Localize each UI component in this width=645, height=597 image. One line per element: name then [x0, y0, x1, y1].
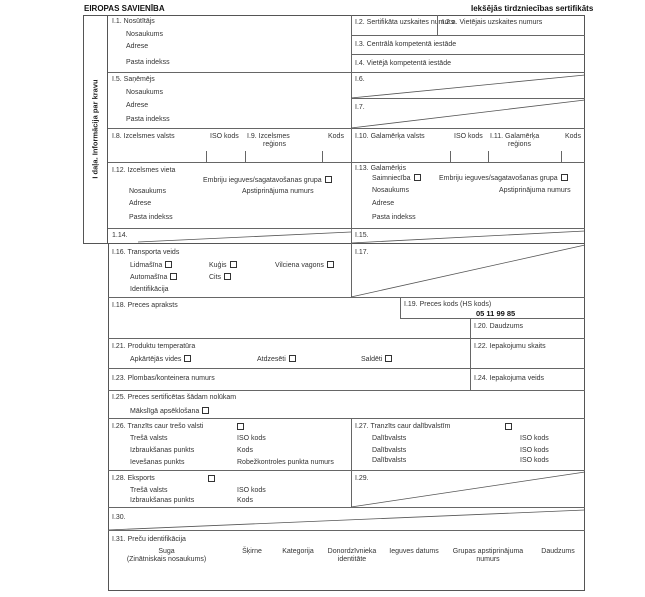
label: I.24. Iepakojuma veids	[474, 375, 545, 382]
label: Nosaukums	[129, 188, 166, 195]
label: I.11. Galamērķa	[490, 133, 540, 140]
label: ISO kods	[210, 133, 239, 140]
field-i2-reference[interactable]	[351, 15, 455, 35]
strike-line	[351, 243, 585, 297]
label: Adrese	[372, 200, 395, 207]
label: ISO kods	[520, 435, 549, 442]
label: I.27. Tranzīts caur dalībvalstīm	[355, 423, 451, 430]
label: ISO kods	[237, 435, 266, 442]
divider	[206, 151, 207, 162]
ambient-option[interactable]	[130, 355, 191, 364]
label: I.13. Galamērķis	[355, 165, 406, 172]
label: I.18. Preces apraksts	[112, 302, 178, 309]
label: Pasta indekss	[126, 59, 170, 66]
label: Trešā valsts	[130, 487, 168, 494]
rail-option[interactable]	[275, 261, 334, 270]
strike-line	[108, 228, 351, 243]
holding-checkbox[interactable]	[414, 174, 421, 181]
label: Adrese	[129, 200, 152, 207]
label: I.31. Preču identifikācija	[112, 536, 186, 543]
label: Vilciena vagons	[275, 262, 324, 269]
export-checkbox[interactable]	[208, 475, 215, 482]
label: reģions	[263, 141, 286, 148]
road-option[interactable]	[130, 273, 177, 282]
label: I.3. Centrālā kompetentā iestāde	[355, 41, 457, 48]
field-i22-packages[interactable]	[470, 338, 585, 368]
label: I.4. Vietējā kompetentā iestāde	[355, 60, 451, 67]
divider	[450, 151, 451, 162]
embryo-group-checkbox[interactable]	[325, 176, 332, 183]
label: Saldēti	[361, 356, 383, 363]
transit-member-states-checkbox[interactable]	[505, 423, 512, 430]
label: I.20. Daudzums	[474, 323, 524, 330]
label: Nosaukums	[126, 89, 163, 96]
label: I.30.	[112, 514, 126, 521]
label: Saimniecība	[372, 175, 411, 182]
frozen-checkbox[interactable]	[385, 355, 392, 362]
label: I.12. Izcelsmes vieta	[112, 167, 176, 174]
strike-line	[108, 507, 585, 530]
label: Adrese	[126, 43, 149, 50]
field-i24-package-type[interactable]	[470, 368, 585, 390]
strike-line	[351, 228, 585, 243]
label: Kods	[237, 447, 253, 454]
label: I.28. Eksports	[112, 475, 155, 482]
column-header-quantity: Daudzums	[541, 548, 575, 555]
label: Pasta indekss	[126, 116, 170, 123]
label: Lidmašīna	[130, 262, 163, 269]
label: Ievešanas punkts	[130, 459, 185, 466]
label: ISO kods	[520, 457, 549, 464]
field-i11-region-of-destination[interactable]	[488, 128, 585, 162]
plane-checkbox[interactable]	[165, 261, 172, 268]
label: I.2. Sertifikāta uzskaites numurs	[355, 19, 455, 26]
rail-checkbox[interactable]	[327, 261, 334, 268]
label: 1.14.	[112, 232, 128, 239]
road-checkbox[interactable]	[170, 273, 177, 280]
label: Pasta indekss	[129, 214, 173, 221]
label: Identifikācija	[130, 286, 169, 293]
label: Automašīna	[130, 274, 168, 281]
ambient-checkbox[interactable]	[184, 355, 191, 362]
plane-option[interactable]	[130, 261, 172, 270]
label: Izbraukšanas punkts	[130, 497, 195, 504]
label: reģions	[508, 141, 531, 148]
label: Embriju ieguves/sagatavošanas grupa	[439, 175, 558, 182]
label: Adrese	[126, 102, 149, 109]
header-eu-title: EIROPAS SAVIENĪBA	[84, 4, 165, 13]
transit-third-country-checkbox[interactable]	[237, 423, 244, 430]
label: I.25. Preces sertificētas šādam nolūkam	[112, 394, 237, 401]
label: Dalībvalsts	[372, 457, 407, 464]
other-option[interactable]	[209, 273, 231, 282]
label: Kuģis	[209, 262, 227, 269]
label: Kods	[237, 497, 253, 504]
label: I.2.a. Vietējais uzskaites numurs	[442, 19, 543, 26]
label: Dalībvalsts	[372, 447, 407, 454]
label: I.8. Izcelsmes valsts	[112, 133, 175, 140]
chilled-option[interactable]	[257, 355, 296, 364]
label: Nosaukums	[126, 31, 163, 38]
label: Kods	[565, 133, 581, 140]
label: Nosaukums	[372, 187, 409, 194]
column-header-breed: Šķirne	[242, 548, 262, 555]
label: Cits	[209, 274, 222, 281]
field-i13-place-of-destination[interactable]	[351, 162, 585, 228]
field-i16-transport[interactable]	[108, 243, 351, 297]
strike-line	[351, 98, 585, 128]
label: I.21. Produktu temperatūra	[112, 343, 196, 350]
label: Dalībvalsts	[372, 435, 407, 442]
field-i26-third-country-transit[interactable]	[108, 418, 351, 470]
label: I.23. Plombas/konteinera numurs	[112, 375, 215, 382]
field-i5-consignee[interactable]	[108, 72, 351, 128]
label: Apstiprinājuma numurs	[499, 187, 571, 194]
label: Trešā valsts	[130, 435, 168, 442]
side-label: I daļa. Informācija par kravu	[90, 79, 100, 179]
field-i20-quantity[interactable]	[470, 318, 585, 338]
field-i23-seal[interactable]	[108, 368, 470, 390]
field-i31-identification[interactable]	[108, 530, 585, 591]
field-i4-local-authority[interactable]	[351, 54, 585, 72]
column-header-donor-identity: Donordzīvnieka identitāte	[327, 548, 377, 563]
label: ISO kods	[520, 447, 549, 454]
other-checkbox[interactable]	[224, 273, 231, 280]
label: Mākslīgā apsēklošana	[130, 408, 200, 415]
field-i8-country-of-origin[interactable]	[108, 128, 242, 162]
side-label-column	[83, 15, 108, 243]
embryo-group-checkbox[interactable]	[561, 174, 568, 181]
label: Pasta indekss	[372, 214, 416, 221]
label: ISO kods	[237, 487, 266, 494]
label: Atdzesēti	[257, 356, 286, 363]
frozen-option[interactable]	[361, 355, 392, 364]
divider	[322, 151, 323, 162]
field-i3-central-authority[interactable]	[351, 35, 585, 54]
field-i9-region-of-origin[interactable]	[245, 128, 351, 162]
column-header-species: Suga (Zinātniskais nosaukums)	[126, 548, 207, 563]
label: I.26. Tranzīts caur trešo valsti	[112, 423, 204, 430]
embryo-group-option[interactable]	[439, 174, 568, 183]
ship-option[interactable]	[209, 261, 237, 270]
label: Izbraukšanas punkts	[130, 447, 195, 454]
ship-checkbox[interactable]	[230, 261, 237, 268]
field-i21-temperature[interactable]	[108, 338, 470, 368]
field-i2a-local-reference[interactable]	[438, 15, 585, 35]
label: Apstiprinājuma numurs	[242, 188, 314, 195]
field-i28-export[interactable]	[108, 470, 351, 507]
divider	[561, 151, 562, 162]
label: I.1. Nosūtītājs	[112, 18, 155, 25]
ai-option[interactable]	[130, 407, 209, 416]
label: Kods	[328, 133, 344, 140]
label: I.17.	[355, 249, 369, 256]
column-header-approval-number: Grupas apstiprinājuma numurs	[452, 548, 524, 563]
label: I.15.	[355, 232, 369, 239]
strike-line	[351, 470, 585, 507]
chilled-checkbox[interactable]	[289, 355, 296, 362]
label: ISO kods	[454, 133, 483, 140]
field-i10-country-of-destination[interactable]	[351, 128, 483, 162]
field-i1-consignor[interactable]	[108, 15, 351, 72]
ai-checkbox[interactable]	[202, 407, 209, 414]
label: Apkārtējās vides	[130, 356, 182, 363]
field-i12-place-of-origin[interactable]	[108, 162, 351, 228]
label: I.16. Transporta veids	[112, 249, 180, 256]
field-i18-description[interactable]	[108, 297, 400, 338]
strike-line	[351, 72, 585, 98]
label: Robežkontroles punkta numurs	[237, 459, 334, 466]
column-header-collection-date: Ieguves datums	[389, 548, 439, 555]
commodity-code-value: 05 11 99 85	[476, 309, 516, 318]
label: I.7.	[355, 104, 365, 111]
label: I.29.	[355, 475, 369, 482]
holding-option[interactable]	[372, 174, 421, 183]
label: I.6.	[355, 76, 365, 83]
field-i19-commodity-code[interactable]	[400, 297, 585, 318]
column-header-category: Kategorija	[282, 548, 314, 555]
label: I.22. Iepakojumu skaits	[474, 343, 546, 350]
embryo-group-option[interactable]	[203, 176, 332, 185]
header-certificate-title: Iekšējās tirdzniecības sertifikāts	[471, 4, 594, 13]
label: I.19. Preces kods (HS kods)	[404, 301, 492, 308]
field-i27-member-state-transit[interactable]	[351, 418, 585, 470]
label: I.9. Izcelsmes	[247, 133, 290, 140]
label: I.5. Saņēmējs	[112, 76, 155, 83]
label: Embriju ieguves/sagatavošanas grupa	[203, 177, 322, 184]
field-i25-purpose[interactable]	[108, 390, 585, 418]
label: I.10. Galamērķa valsts	[355, 133, 425, 140]
